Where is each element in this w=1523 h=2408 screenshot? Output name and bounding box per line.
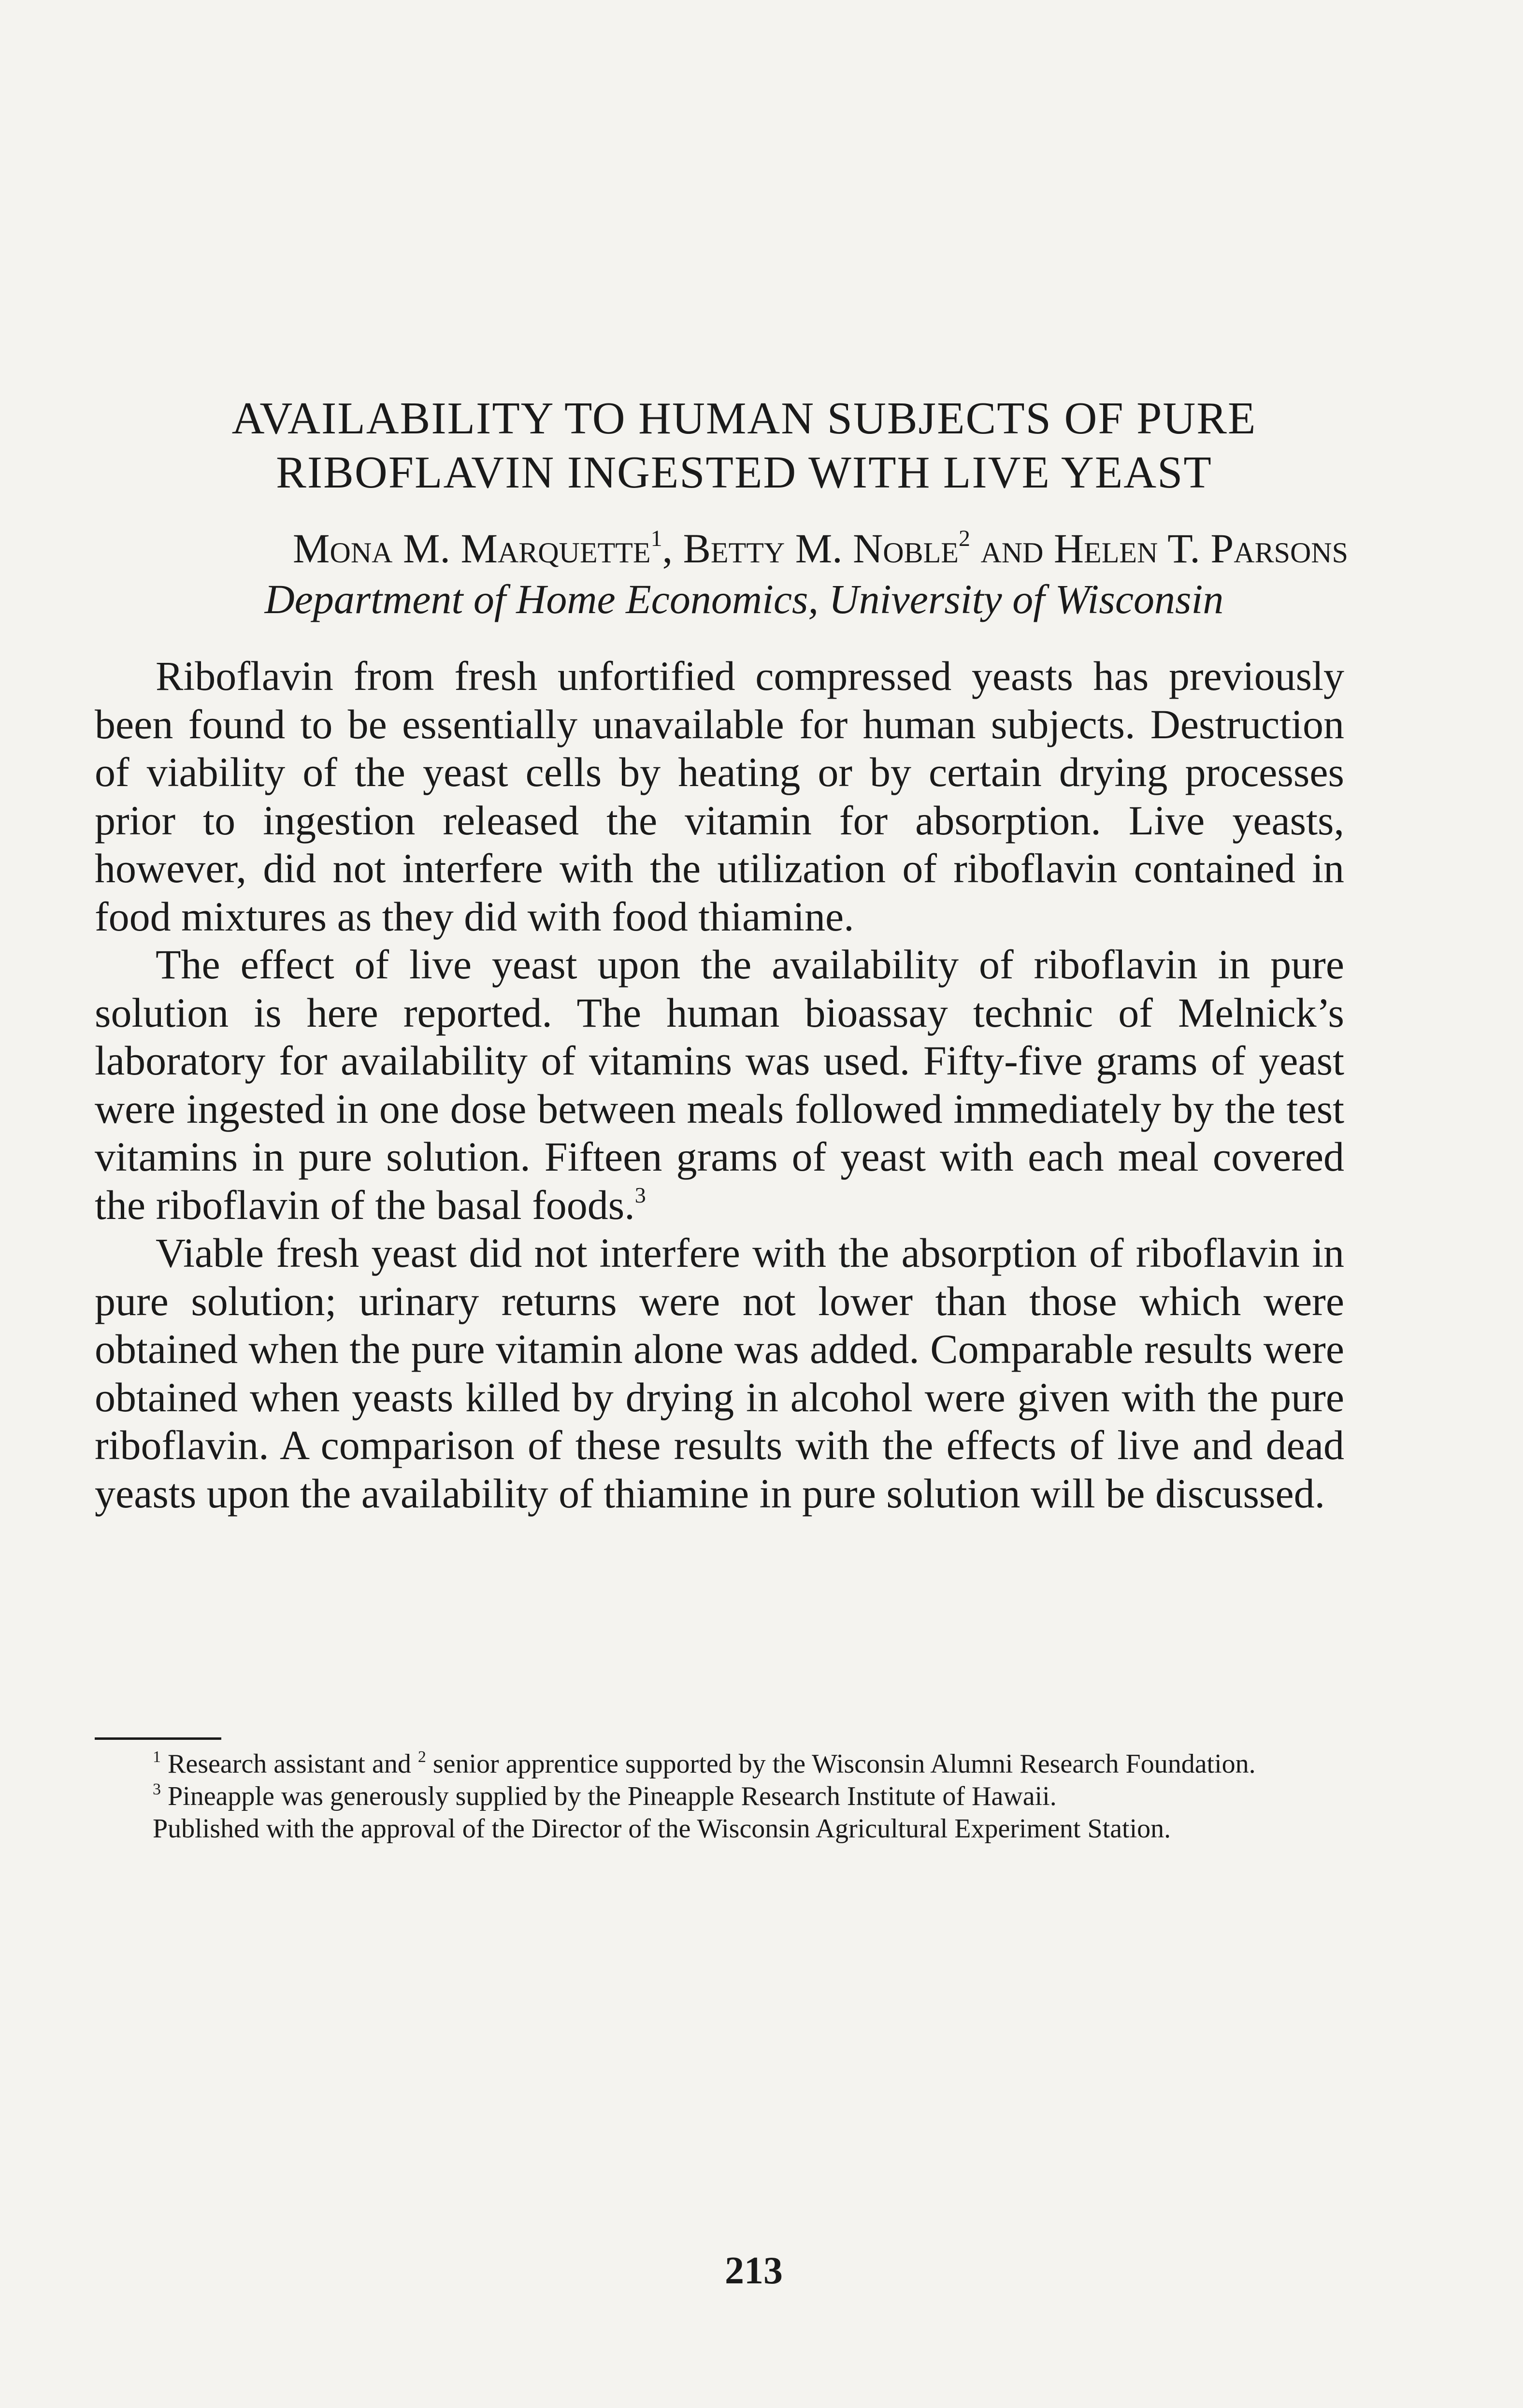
abstract-body [95, 652, 1344, 1518]
footnote-1 [95, 1748, 1344, 1780]
affiliation: Department of Home Economics, University of Wisconsin [264, 576, 1224, 622]
author-list [97, 524, 1348, 573]
author-parsons: Helen T. Parsons [1053, 525, 1348, 572]
footnote-marker-2: 2 [958, 526, 970, 551]
author-separator: , [662, 525, 683, 572]
paragraph-2-text: The effect of live yeast upon the availability of riboflavin in pure solution is here reported. The human bioassay technic of Melnick’s laboratory for availability of vitamins was used. Fifty-five grams of yeast were ingested in one dose between meals followed immediately by the test vitamins in pure solution. Fifteen grams of yeast with each meal covered the riboflavin of the basal foods. [95, 941, 1344, 1228]
footnote-1-text-a: Research assistant and [161, 1749, 418, 1779]
page-number: 213 [725, 2250, 783, 2292]
footnote-3-marker: 3 [153, 1780, 161, 1798]
author-separator: and [970, 525, 1054, 572]
author-noble: Betty M. Noble [683, 525, 959, 572]
footnote-marker-1: 1 [650, 526, 662, 551]
paragraph-1: Riboflavin from fresh unfortified compressed yeasts has previously been found to be essentially unavailable for human subjects. Destruction of viability of the yeast cells by heating or by certain drying processes prior to ingestion released the vitamin for absorption. Live yeasts, however, did not interfere with the utilization of riboflavin contained in food mixtures as they did with food thiamine. [95, 653, 1344, 940]
footnote-2-marker: 2 [417, 1748, 426, 1766]
footnote-3-text: Pineapple was generously supplied by the Pineapple Research Institute of Hawaii. [161, 1781, 1057, 1811]
footnotes [95, 1748, 1344, 1845]
footnote-1-marker: 1 [153, 1748, 161, 1766]
title-line-2: RIBOFLAVIN INGESTED WITH LIVE YEAST [276, 447, 1212, 498]
title-line-1: AVAILABILITY TO HUMAN SUBJECTS OF PURE [231, 393, 1257, 444]
footnote-1-text-b: senior apprentice supported by the Wisconsin Alumni Research Foundation. [426, 1749, 1256, 1779]
paragraph-2 [95, 941, 1344, 1229]
article-title [97, 391, 1392, 500]
paragraph-3: Viable fresh yeast did not interfere with the absorption of riboflavin in pure solution; urinary returns were not lower than those which were obtained when the pure vitamin alone was added. Comparable results were obtained when yeasts killed by drying in alcohol were given with the pure riboflavin. A comparison of these results with the effects of live and dead yeasts upon the availability of thiamine in pure solution will be discussed. [95, 1230, 1344, 1517]
footnote-publication: Published with the approval of the Director of the Wisconsin Agricultural Experiment Station. [153, 1814, 1171, 1844]
footnote-3 [95, 1780, 1344, 1813]
footnote-marker-3: 3 [634, 1182, 646, 1207]
author-marquette: Mona M. Marquette [293, 525, 651, 572]
footnote-rule [95, 1737, 221, 1740]
